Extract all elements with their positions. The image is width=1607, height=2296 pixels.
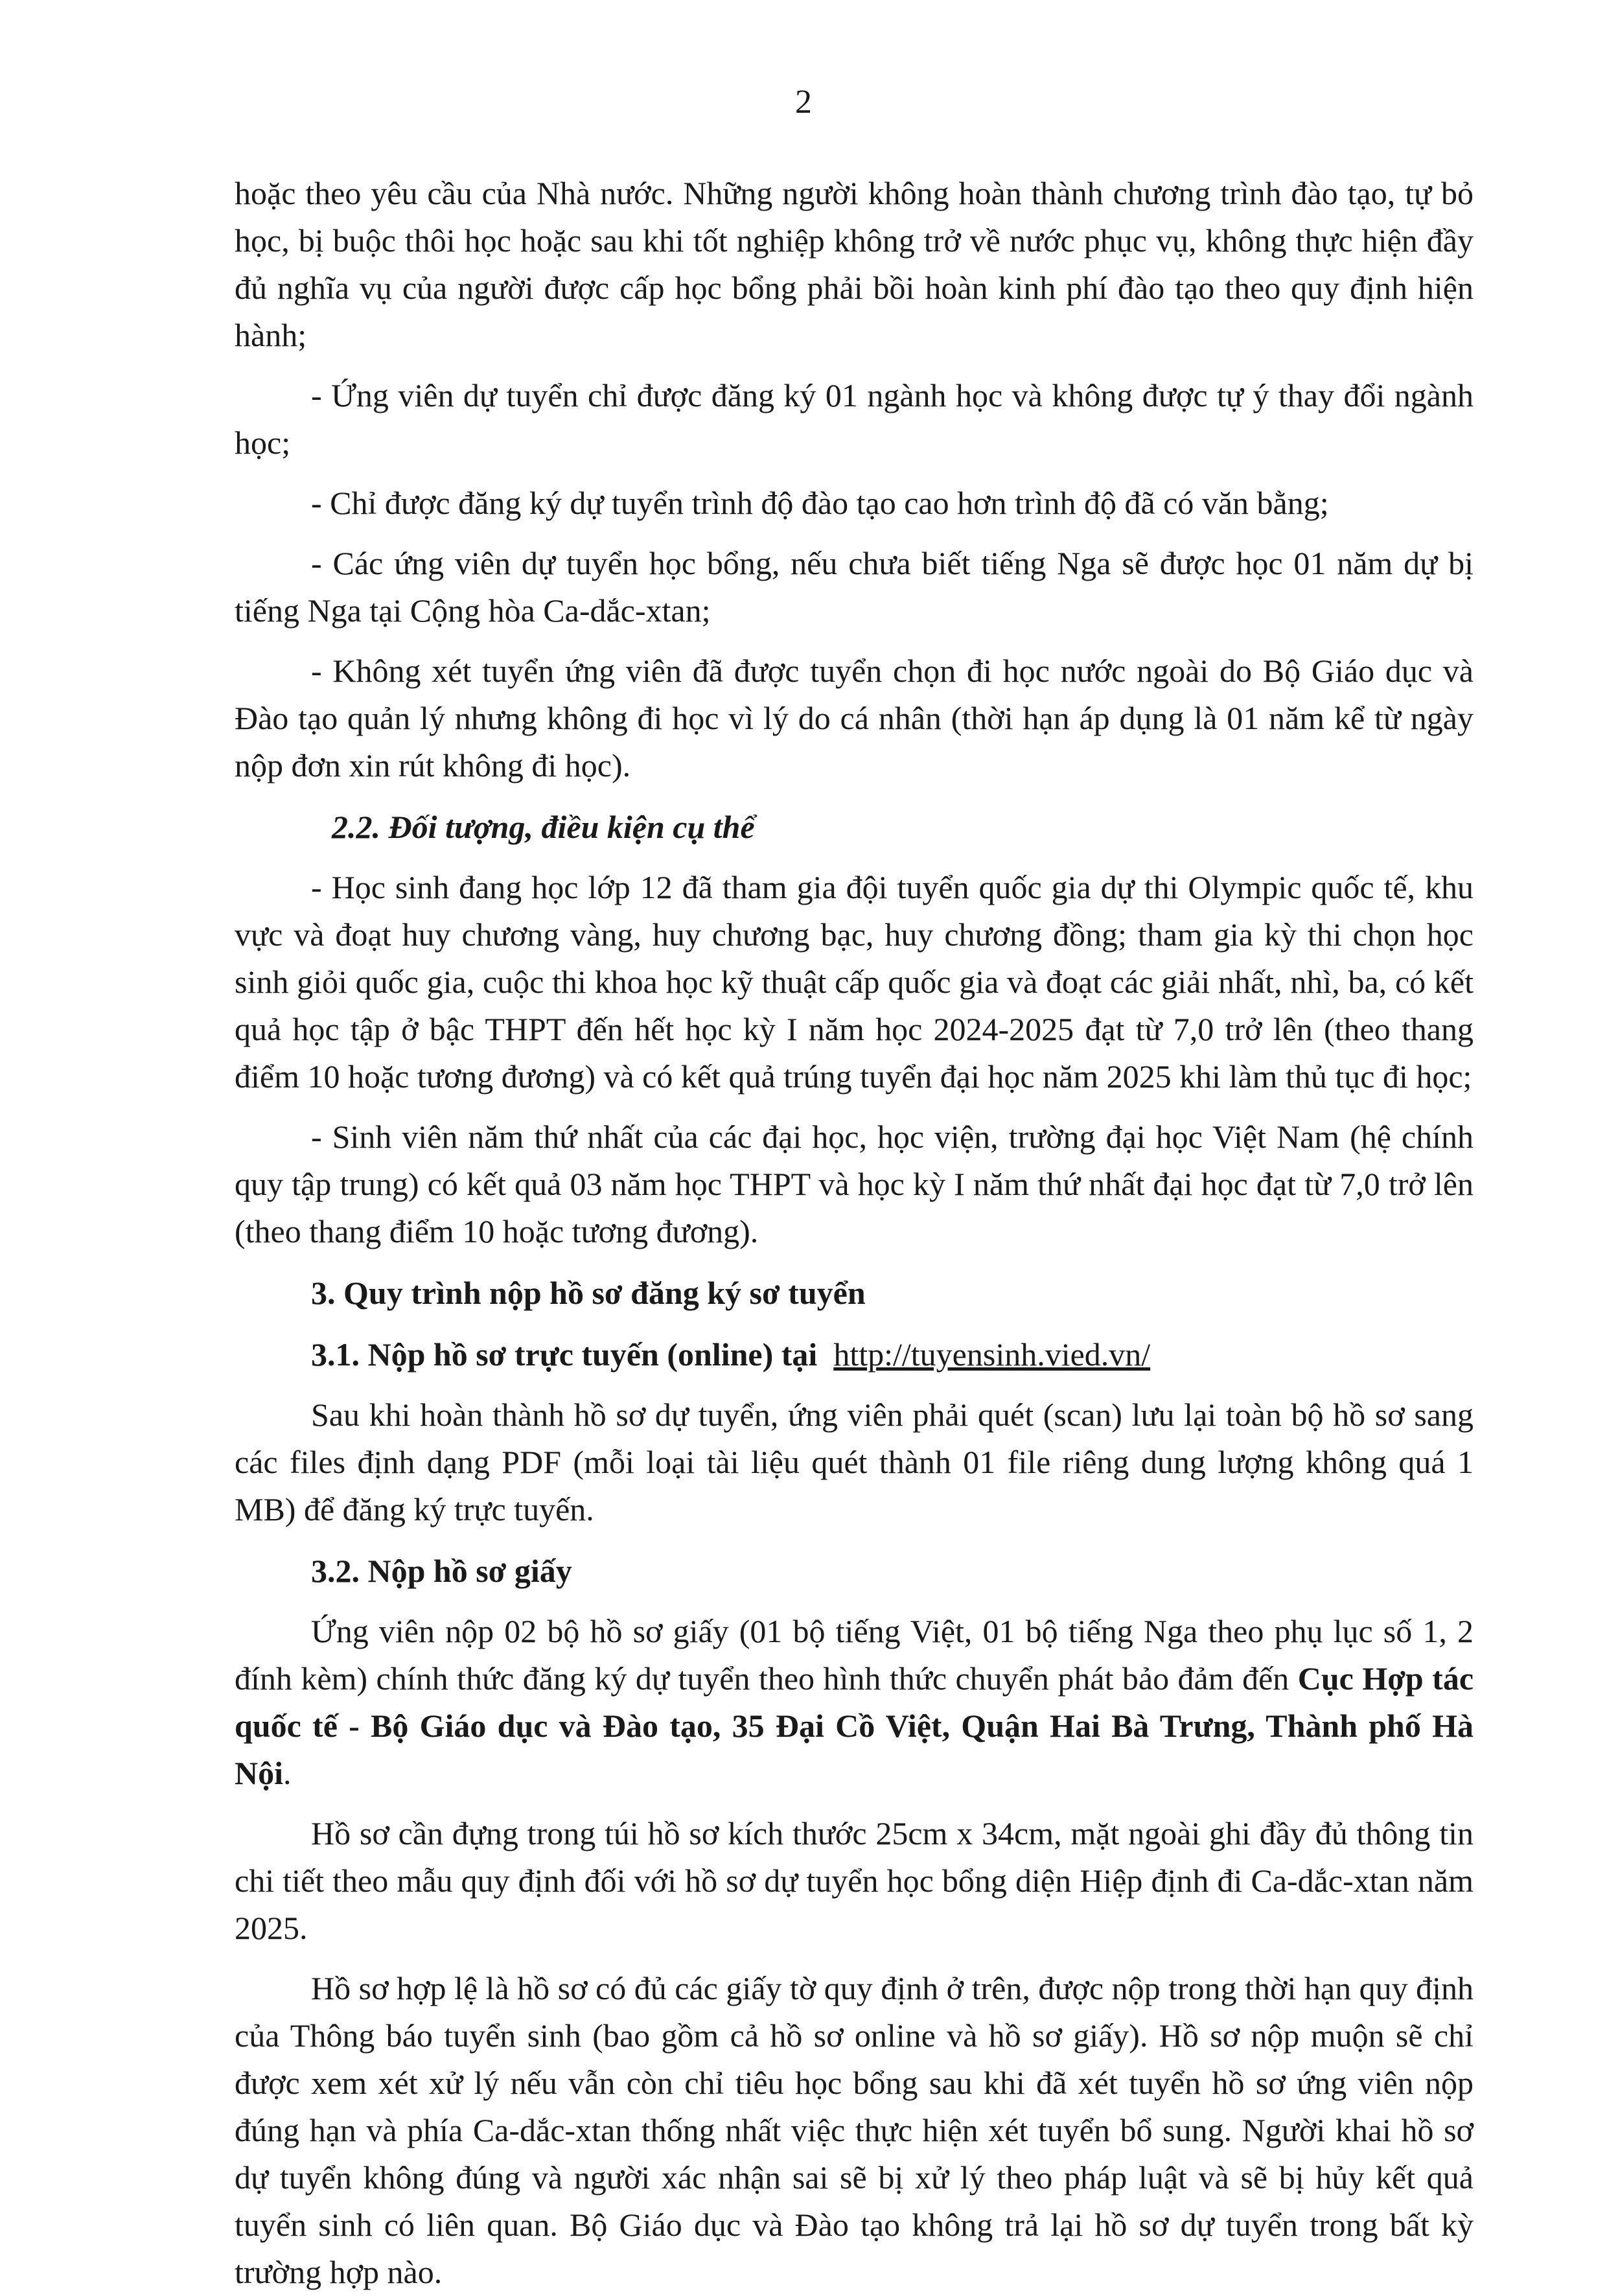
- paper-submission-end: .: [283, 1755, 292, 1791]
- paragraph-one-major: - Ứng viên dự tuyển chỉ được đăng ký 01 ngành học và không được tự ý thay đổi ngành học;: [235, 377, 1474, 461]
- heading-3: 3. Quy trình nộp hồ sơ đăng ký sơ tuyển: [311, 1275, 866, 1311]
- tuyensinh-link[interactable]: http://tuyensinh.vied.vn/: [833, 1336, 1151, 1373]
- paragraph-envelope: Hồ sơ cần đựng trong túi hồ sơ kích thước 25cm x 34cm, mặt ngoài ghi đầy đủ thông tin chi tiết theo mẫu quy định đối với hồ sơ dự tuyển học bổng diện Hiệp định đi Ca-dắc-xtan năm 2025.: [235, 1815, 1474, 1946]
- paper-submission-text: Ứng viên nộp 02 bộ hồ sơ giấy (01 bộ tiếng Việt, 01 bộ tiếng Nga theo phụ lục số 1, 2 đính kèm) chính thức đăng ký dự tuyển theo hình thức chuyển phát bảo đảm đến: [235, 1613, 1474, 1697]
- heading-2-2: 2.2. Đối tượng, điều kiện cụ thể: [332, 809, 755, 845]
- paragraph-exclusion: - Không xét tuyển ứng viên đã được tuyển chọn đi học nước ngoài do Bộ Giáo dục và Đào tạo quản lý nhưng không đi học vì lý do cá nhân (thời hạn áp dụng là 01 năm kể từ ngày nộp đơn xin rút không đi học).: [235, 653, 1474, 783]
- paragraph-obligation-continuation: hoặc theo yêu cầu của Nhà nước. Những người không hoàn thành chương trình đào tạo, tự bỏ học, bị buộc thôi học hoặc sau khi tốt nghiệp không trở về nước phục vụ, không thực hiện đầy đủ nghĩa vụ của người được cấp học bổng phải bồi hoàn kinh phí đào tạo theo quy định hiện hành;: [235, 175, 1474, 353]
- document-body: [235, 170, 1474, 2296]
- submission-address: Cục Hợp tác quốc tế - Bộ Giáo dục và Đào tạo, 35 Đại Cồ Việt, Quận Hai Bà Trưng, Thành phố Hà Nội: [235, 1660, 1474, 1791]
- paragraph-valid-dossier: Hồ sơ hợp lệ là hồ sơ có đủ các giấy tờ quy định ở trên, được nộp trong thời hạn quy định của Thông báo tuyển sinh (bao gồm cả hồ sơ online và hồ sơ giấy). Hồ sơ nộp muộn sẽ chỉ được xem xét xử lý nếu vẫn còn chỉ tiêu học bổng sau khi đã xét tuyển hồ sơ ứng viên nộp đúng hạn và phía Ca-dắc-xtan thống nhất việc thực hiện xét tuyển bổ sung. Người khai hồ sơ dự tuyển không đúng và người xác nhận sai sẽ bị xử lý theo pháp luật và sẽ bị hủy kết quả tuyển sinh có liên quan. Bộ Giáo dục và Đào tạo không trả lại hồ sơ dự tuyển trong bất kỳ trường hợp nào.: [235, 1970, 1474, 2290]
- heading-3-1-text: 3.1. Nộp hồ sơ trực tuyến (online) tại: [311, 1336, 818, 1373]
- paragraph-higher-level: - Chỉ được đăng ký dự tuyển trình độ đào tạo cao hơn trình độ đã có văn bằng;: [311, 485, 1329, 521]
- paragraph-grade12-students: - Học sinh đang học lớp 12 đã tham gia đội tuyển quốc gia dự thi Olympic quốc tế, khu vực và đoạt huy chương vàng, huy chương bạc, huy chương đồng; tham gia kỳ thi chọn học sinh giỏi quốc gia, cuộc thi khoa học kỹ thuật cấp quốc gia và đoạt các giải nhất, nhì, ba, có kết quả học tập ở bậc THPT đến hết học kỳ I năm học 2024-2025 đạt từ 7,0 trở lên (theo thang điểm 10 hoặc tương đương) và có kết quả trúng tuyển đại học năm 2025 khi làm thủ tục đi học;: [235, 869, 1474, 1095]
- heading-3-2: 3.2. Nộp hồ sơ giấy: [311, 1553, 572, 1589]
- paragraph-paper-submission: [235, 1608, 1474, 1797]
- paragraph-russian-prep: - Các ứng viên dự tuyển học bổng, nếu chưa biết tiếng Nga sẽ được học 01 năm dự bị tiếng Nga tại Cộng hòa Ca-dắc-xtan;: [235, 545, 1474, 629]
- page-number: 2: [795, 84, 812, 121]
- paragraph-online-scan: Sau khi hoàn thành hồ sơ dự tuyển, ứng viên phải quét (scan) lưu lại toàn bộ hồ sơ sang các files định dạng PDF (mỗi loại tài liệu quét thành 01 file riêng dung lượng không quá 1 MB) để đăng ký trực tuyến.: [235, 1397, 1474, 1527]
- paragraph-first-year-students: - Sinh viên năm thứ nhất của các đại học, học viện, trường đại học Việt Nam (hệ chính quy tập trung) có kết quả 03 năm học THPT và học kỳ I năm thứ nhất đại học đạt từ 7,0 trở lên (theo thang điểm 10 hoặc tương đương).: [235, 1119, 1474, 1249]
- heading-3-1: [235, 1331, 1474, 1378]
